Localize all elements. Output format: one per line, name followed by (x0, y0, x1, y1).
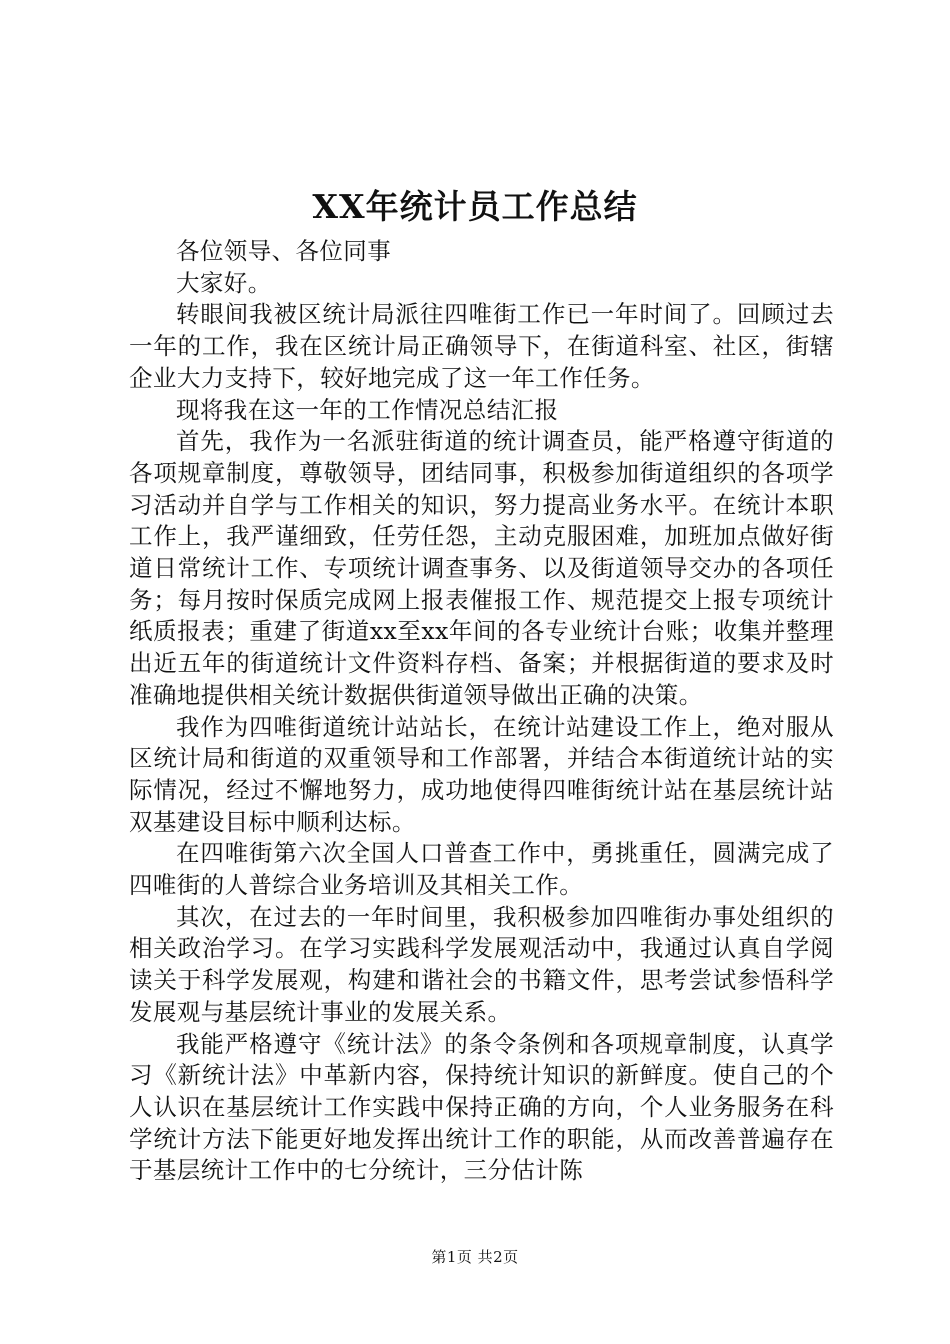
page-number-footer: 第1页 共2页 (431, 1248, 519, 1266)
body-paragraph: 我能严格遵守《统计法》的条令条例和各项规章制度，认真学习《新统计法》中革新内容，保持统计知识的新鲜度。使自己的个人认识在基层统计工作实践中保持正确的方向，个人业务服务在科学统计方法下能更好地发挥出统计工作的职能，从而改善普遍存在于基层统计工作中的七分统计，三分估计陈 (129, 1029, 834, 1185)
body-paragraph: 在四唯街第六次全国人口普查工作中，勇挑重任，圆满完成了四唯街的人普综合业务培训及其相关工作。 (129, 839, 834, 900)
salutation-paragraph: 各位领导、各位同事 (176, 237, 392, 265)
document-body (129, 236, 834, 1187)
body-paragraph: 其次，在过去的一年时间里，我积极参加四唯街办事处组织的相关政治学习。在学习实践科学发展观活动中，我通过认真自学阅读关于科学发展观，构建和谐社会的书籍文件，思考尝试参悟科学发展观与基层统计事业的发展关系。 (129, 902, 834, 1026)
body-paragraph: 转眼间我被区统计局派往四唯街工作已一年时间了。回顾过去一年的工作，我在区统计局正确领导下，在街道科室、社区，街辖企业大力支持下，较好地完成了这一年工作任务。 (129, 300, 834, 392)
body-paragraph: 首先，我作为一名派驻街道的统计调查员，能严格遵守街道的各项规章制度，尊敬领导，团结同事，积极参加街道组织的各项学习活动并自学与工作相关的知识，努力提高业务水平。在统计本职工作上，我严谨细致，任劳任怨，主动克服困难，加班加点做好街道日常统计工作、专项统计调查事务、以及街道领导交办的各项任务；每月按时保质完成网上报表催报工作、规范提交上报专项统计纸质报表；重建了街道xx至xx年间的各专业统计台账；收集并整理出近五年的街道统计文件资料存档、备案；并根据街道的要求及时准确地提供相关统计数据供街道领导做出正确的决策。 (129, 427, 834, 709)
document-title: XX年统计员工作总结 (312, 187, 638, 226)
body-paragraph: 我作为四唯街道统计站站长，在统计站建设工作上，绝对服从区统计局和街道的双重领导和工作部署，并结合本街道统计站的实际情况，经过不懈地努力，成功地使得四唯街统计站在基层统计站双基建设目标中顺利达标。 (129, 712, 834, 836)
greeting-paragraph: 大家好。 (176, 268, 272, 297)
body-paragraph: 现将我在这一年的工作情况总结汇报 (176, 395, 559, 424)
